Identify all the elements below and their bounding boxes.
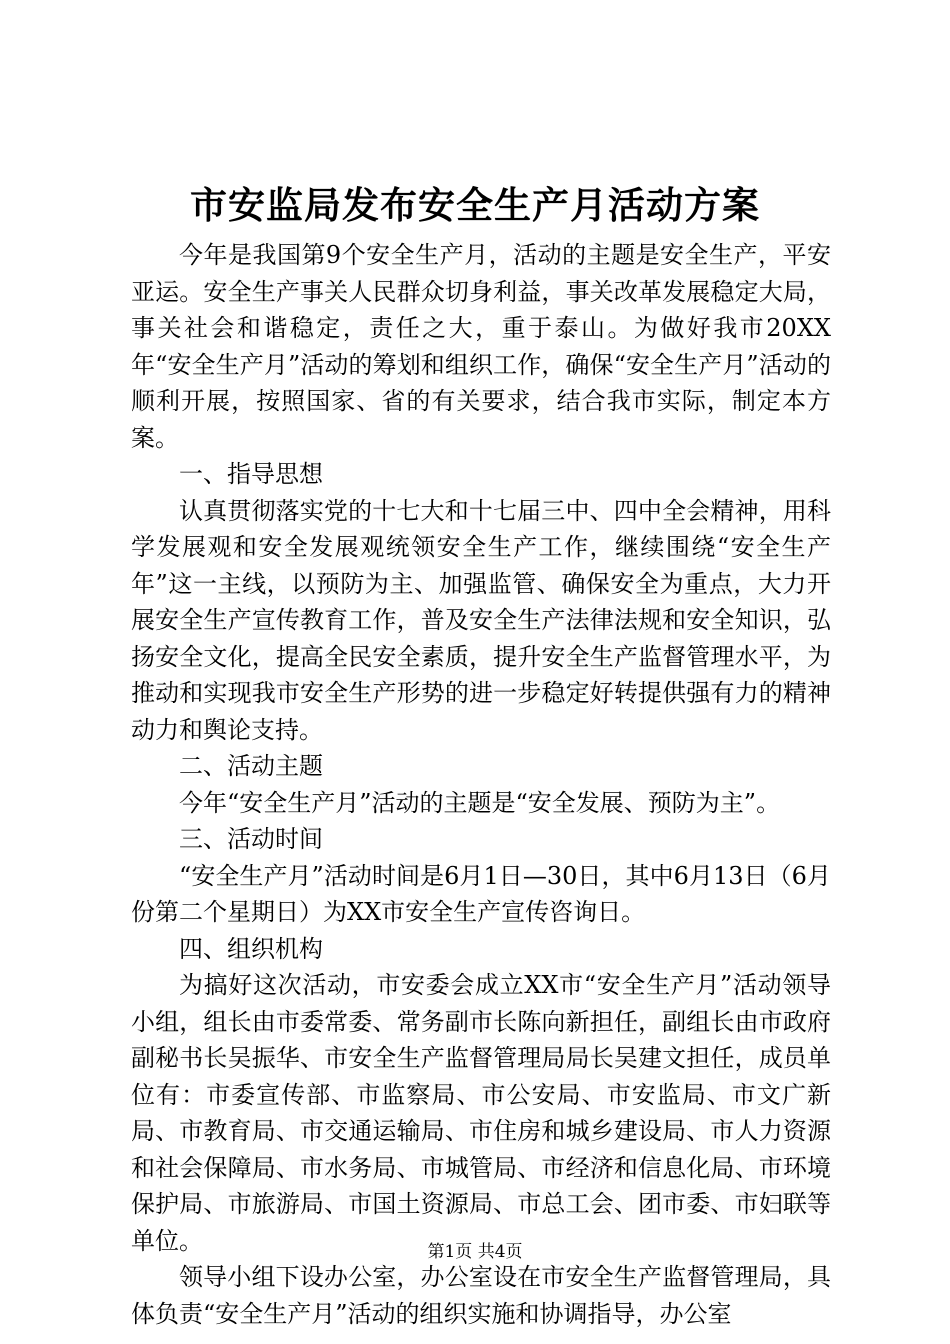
activity-theme-paragraph: 今年“安全生产月”活动的主题是“安全发展、预防为主”。 [179, 788, 781, 817]
section-heading-activity-time: 三、活动时间 [179, 825, 323, 853]
activity-time-paragraph: “安全生产月”活动时间是6月1日—30日，其中6月13日（6月份第二个星期日）为XX市安全生产宣传咨询日。 [131, 861, 831, 926]
section-heading-organization: 四、组织机构 [179, 934, 323, 963]
organization-paragraph: 为搞好这次活动，市安委会成立XX市“安全生产月”活动领导小组，组长由市委常委、常务副市长陈向新担任，副组长由市政府副秘书长吴振华、市安全生产监督管理局局长吴建文担任，成员单位有：市委宣传部、市监察局、市公安局、市安监局、市文广新局、市教育局、市交通运输局、市住房和城乡建设局、市人力资源和社会保障局、市水务局、市城管局、市经济和信息化局、市环境保护局、市旅游局、市国土资源局、市总工会、团市委、市妇联等单位。 [131, 971, 831, 1255]
intro-paragraph: 今年是我国第9个安全生产月，活动的主题是安全生产，平安亚运。安全生产事关人民群众切身利益，事关改革发展稳定大局，事关社会和谐稳定，责任之大，重于泰山。为做好我市20XX年“安全生产月”活动的筹划和组织工作，确保“安全生产月”活动的顺利开展，按照国家、省的有关要求，结合我市实际，制定本方案。 [131, 241, 831, 452]
guiding-ideology-paragraph: 认真贯彻落实党的十七大和十七届三中、四中全会精神，用科学发展观和安全发展观统领安全生产工作，继续围绕“安全生产年”这一主线，以预防为主、加强监管、确保安全为重点，大力开展安全生产宣传教育工作，普及安全生产法律法规和安全知识，弘扬安全文化，提高全民安全素质，提升安全生产监督管理水平，为推动和实现我市安全生产形势的进一步稳定好转提供强有力的精神动力和舆论支持。 [131, 496, 831, 744]
document-body [131, 237, 831, 1332]
section-heading-activity-theme: 二、活动主题 [179, 752, 323, 780]
document-title: 市安监局发布安全生产月活动方案 [190, 184, 760, 227]
page-number-footer: 第1页 共4页 [427, 1242, 523, 1262]
section-heading-guiding-ideology: 一、指导思想 [179, 460, 323, 488]
office-paragraph: 领导小组下设办公室，办公室设在市安全生产监督管理局，具体负责“安全生产月”活动的组织实施和协调指导，办公室 [131, 1263, 831, 1328]
